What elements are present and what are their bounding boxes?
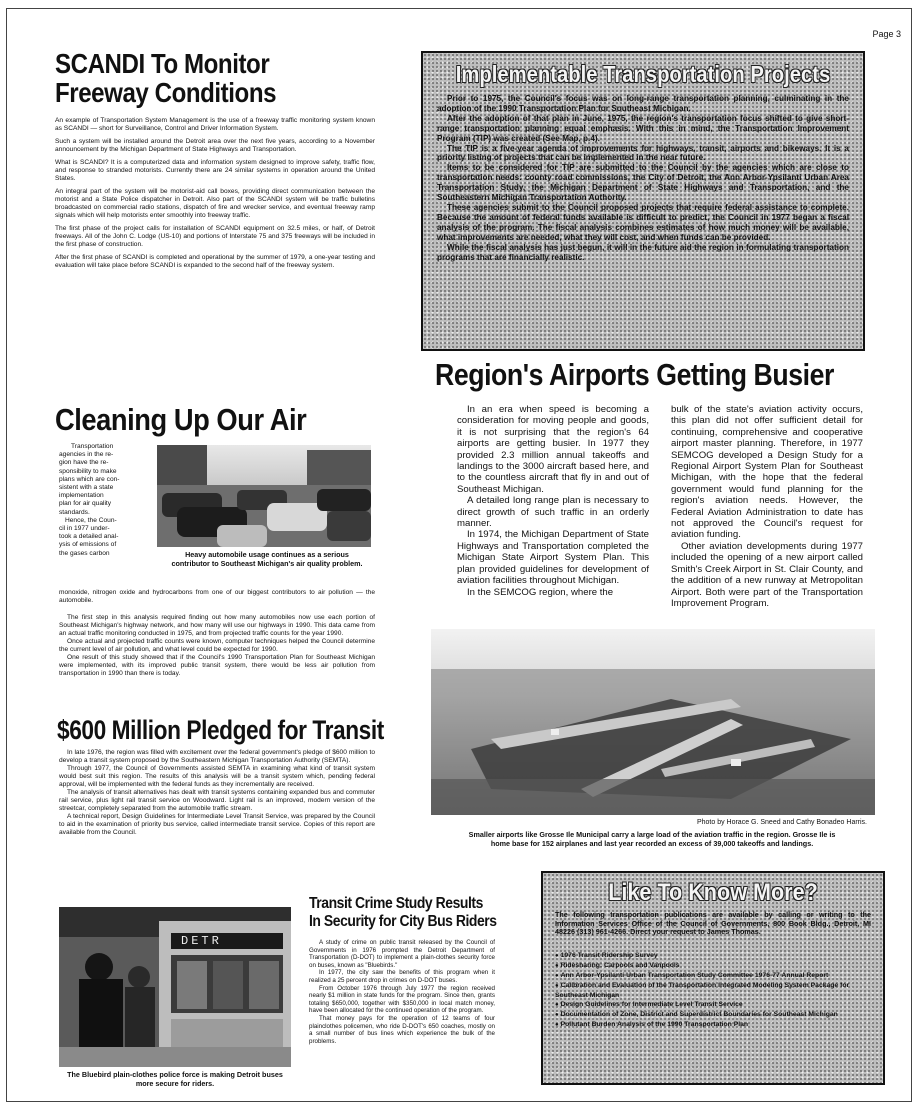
scandi-body — [55, 117, 375, 270]
scandi-headline-line1: SCANDI To Monitor — [55, 48, 270, 79]
airports-paragraph: A detailed long range plan is necessary to direct growth of such traffic in an orderly manner. — [457, 495, 649, 530]
projects-paragraph: Items to be considered for TIP are submitted to the Council by the agencies which are close to transportation needs: county road commissions, the City of Detroit, the Ann Arbor-Ypsilanti Urban Area Transportation Study, the Michigan Department of State Highways and Transportation, and the Southeastern Michigan Transportation Authority. — [437, 163, 849, 203]
airports-col2 — [671, 404, 863, 609]
air-intro-line: Transportation — [71, 443, 114, 450]
air-intro-line: ysis of emissions of — [59, 541, 117, 549]
airports-headline: Region's Airports Getting Busier — [435, 357, 834, 392]
crime-headline — [309, 895, 498, 931]
scandi-headline-line2: Freeway Conditions — [55, 77, 277, 108]
publication-item: ● Ridesharing: Carpools and Vanpools — [555, 961, 871, 971]
bus-photo-image — [59, 907, 291, 1067]
air-body — [59, 589, 375, 678]
publication-item: ● Ann Arbor-Ypsilanti Urban Transportation Study Committee 1976-77 Annual Report — [555, 971, 871, 981]
page-number: Page 3 — [872, 29, 901, 39]
airport-photo — [431, 629, 875, 815]
air-intro-line: plan for air quality — [59, 500, 112, 508]
air-intro-line: sponsibility to make — [59, 467, 117, 475]
crime-paragraph: That money pays for the operation of 12 teams of four plainclothes policemen, who ride D-DOT's 650 coaches, mostly on a small number of bus lines which experience the bulk of the problems. — [309, 1014, 495, 1045]
scandi-paragraph: Such a system will be installed around the Detroit area over the next five years, according to a November announcement by the Michigan Department of State Highways and Transportation. — [55, 138, 375, 153]
airport-photo-caption: Smaller airports like Grosse Ile Municipal carry a large load of the aviation traffic in the region. Grosse Ile is home base for 152 airplanes and last year recorded an excess of 39,000 takeoffs and landings. — [468, 830, 836, 848]
crime-headline-line2: In Security for City Bus Riders — [309, 913, 497, 930]
traffic-photo-image — [157, 445, 371, 547]
crime-paragraph: From October 1976 through July 1977 the region received nearly $1 million in state funds for the program. Since then, grants totaling $650,000, together with $350,000 in local match money, have been allocated for the continued operation of the program. — [309, 984, 495, 1015]
air-intro-line: implementation — [59, 492, 104, 500]
airport-photo-credit: Photo by Horace G. Sneed and Cathy Bonadeo Harris. — [696, 819, 867, 826]
transit-paragraph: In late 1976, the region was filled with excitement over the federal government's pledge of $600 million to develop a transit system proposed by the Southeastern Michigan Transportation Authority (SEMTA). — [59, 749, 375, 764]
publication-item: ● Documentation of Zone, District and Superdistrict Boundaries for Southeast Michigan — [555, 1010, 871, 1020]
crime-article — [309, 895, 495, 1045]
air-intro-line: standards. — [59, 508, 90, 516]
airports-col1 — [457, 404, 649, 598]
projects-headline: Implementable Transportation Projects — [455, 61, 831, 87]
air-intro-line: sistent with a state — [59, 484, 114, 492]
scandi-paragraph: An integral part of the system will be motorist-aid call boxes, providing direct communication between the motorist and a State Police dispatcher in Detroit. Also part of the SCANDI system will be traffic bulletins broadcasted on commercial radio stations, dispatch of fire and wrecker service, and eventual freeway ramp signals which will help motorists enter smoothly into freeway traffic. — [55, 188, 375, 219]
projects-paragraph: After the adoption of that plan in June, 1975, the region's transportation focus shifted to give short-range transportation planning equal emphasis. With this in mind, the Transportation Improvement Program (TIP) was created (See Map, p.4). — [437, 113, 849, 143]
publication-item: ● Calibration and Evaluation of the Transportation Integrated Modeling System Package for Southeast Michigan — [555, 981, 871, 1000]
air-intro-line: cil in 1977 under- — [59, 525, 110, 533]
scandi-headline — [55, 49, 375, 107]
projects-paragraph: Prior to 1975, the Council's focus was on long-range transportation planning, culminating in the adoption of the 1990 Transportation Plan for Southeast Michigan. — [437, 94, 849, 113]
transit-paragraph: A technical report, Design Guidelines for Intermediate Level Transit Service, was prepared by the Council to aid in the examination of priority bus service, called intermediate transit service. Copies of this report are available from the Council. — [59, 813, 375, 836]
bus-destination-sign: DETR — [181, 934, 222, 948]
air-paragraph: Once actual and projected traffic counts were known, computer techniques helped the Council determine the current level of air pollution, and what level could be expected for 1990. — [59, 638, 375, 653]
air-intro-line: plans which are con- — [59, 475, 120, 483]
scandi-paragraph: The first phase of the project calls for installation of SCANDI equipment on 32.5 miles, or half, of Detroit freeways. All of the John C. Lodge (US-10) and portions of Interstate 75 and 375 freeways will be included in the first phase of construction. — [55, 225, 375, 248]
publication-item: ● Design Guidelines for Intermediate Level Transit Service — [555, 1000, 871, 1010]
transit-headline: $600 Million Pledged for Transit — [57, 715, 384, 745]
air-headline: Cleaning Up Our Air — [55, 402, 307, 437]
air-intro-line: agencies in the re- — [59, 451, 114, 459]
airports-paragraph: In an era when speed is becoming a consideration for moving people and goods, it is not surprising that the region's 64 airports are getting busier. In 1977 they provided 2.3 million annual takeoffs and landings to the 3000 aircraft based here, and to the countless aircraft that fly in and out of Southeast Michigan. — [457, 404, 649, 495]
transit-paragraph: The analysis of transit alternatives has dealt with transit systems containing expanded bus and commuter rail service, plus light rail transit service on Woodward. Light rail is an improved, modern version of the streetcar, completely separated from the automobile traffic stream. — [59, 789, 375, 812]
crime-headline-line1: Transit Crime Study Results — [309, 895, 483, 912]
crime-paragraph: A study of crime on public transit released by the Council of Governments in 1976 prompted the Detroit Department of Transportation (D-DOT) to implement a plain-clothes security force on buses, known as "Bluebirds." — [309, 939, 495, 969]
air-intro-line: took a detailed anal- — [59, 533, 119, 541]
projects-body — [437, 94, 849, 262]
know-more-headline: Like To Know More? — [608, 879, 818, 906]
projects-paragraph: The TIP is a five-year agenda of improvements for highways, transit, airports and bikeways. It is a priority listing of projects that can be implemented in the near future. — [437, 143, 849, 163]
scandi-paragraph: After the first phase of SCANDI is completed and operational by the summer of 1979, a one-year testing and evaluation will take place before SCANDI is expanded to the second half of the freeway system. — [55, 254, 375, 269]
projects-paragraph: While the fiscal analysis has just begun, it will in the future aid the region in formulating transportation programs that are financially realistic. — [437, 242, 849, 262]
projects-paragraph: These agencies submit to the Council proposed projects that require federal assistance to complete. Because the amount of federal funds available is difficult to predict, the Council in 1977 began a fiscal analysis of the program. The fiscal analysis combines estimates of how much money will be available, what improvements are needed, what they will cost, and when funds can be provided. — [437, 202, 849, 242]
air-paragraph: The first step in this analysis required finding out how many automobiles now use each portion of Southeast Michigan's highway network, and how many will use our highways in 1990. This data came from an actual traffic monitoring conducted in 1975, and from projected traffic counts for the year 1990. — [59, 614, 375, 637]
know-more-intro: The following transportation publications are available by calling or writing to the Information Services Office of the Council of Governments, 800 Book Bldg., Detroit, MI 48226 (313) 961-4266. Direct your request to James Thomas. — [555, 910, 871, 937]
air-paragraph: One result of this study showed that if the Council's 1990 Transportation Plan for Southeast Michigan were implemented, with its improved public transit system, there would be less air pollution from transportation in 1990 than there is today. — [59, 654, 375, 677]
air-intro-line: gion have the re- — [59, 459, 109, 467]
publication-item: ● 1976 Transit Ridership Survey — [555, 951, 871, 961]
traffic-photo-caption: Heavy automobile usage continues as a serious contributor to Southeast Michigan's air quality problem. — [171, 550, 363, 568]
air-intro-line: Hence, the Coun- — [65, 516, 117, 524]
airport-photo-image — [431, 629, 875, 815]
crime-body — [309, 939, 495, 1045]
transit-body — [59, 749, 375, 837]
scandi-article — [55, 49, 375, 275]
publication-item: ● Pollutant Burden Analysis of the 1990 Transportation Plan — [555, 1020, 871, 1030]
airports-paragraph: bulk of the state's aviation activity occurs, this plan did not offer sufficient detail for continuing, comprehensive and cooperative airport master planning. Therefore, in 1977 SEMCOG developed a Design Study for a Regional Airport System Plan for Southeast Michigan, with the hope that the federal government would fund planning for the region's aviation needs. However, the Federal Aviation Administration to date has not approved the Council's request for aviation funding. — [671, 404, 863, 541]
transit-paragraph: Through 1977, the Council of Governments assisted SEMTA in examining what kind of transit system would best suit this region. The results of this analysis will be a transit system which, pending federal approval, will be implemented with the federal funds as they incrementally are received. — [59, 765, 375, 788]
air-intro-line: the gases carbon — [59, 549, 110, 557]
bus-photo-caption: The Bluebird plain-clothes police force is making Detroit buses more secure for riders. — [67, 1070, 283, 1088]
air-intro-column — [59, 443, 151, 558]
know-more-list — [555, 951, 871, 1030]
traffic-photo — [157, 445, 371, 547]
scandi-paragraph: What is SCANDI? It is a computerized data and information system designed to improve safety, traffic flow, and response to stranded motorists. Currently there are 24 similar systems in operation around the United States. — [55, 159, 375, 182]
projects-box — [421, 51, 865, 351]
airports-paragraph: In the SEMCOG region, where the — [467, 586, 614, 598]
bus-photo — [59, 907, 291, 1067]
airports-paragraph: In 1974, the Michigan Department of State Highways and Transportation completed the Michigan State Airport System Plan. This plan provided guidelines for development of aviation facilities throughout Michigan. — [457, 529, 649, 587]
airports-paragraph: Other aviation developments during 1977 included the opening of a new airport called Smith's Creek Airport in St. Clair County, and the addition of a new runway at Metropolitan Airport. Both were part of the Transportation Improvement Program. — [671, 540, 863, 609]
newsletter-page — [6, 8, 912, 1102]
know-more-box — [541, 871, 885, 1085]
scandi-paragraph: An example of Transportation System Management is the use of a freeway traffic monitoring system known as SCANDI — short for Surveillance, Control and Driver Information System. — [55, 117, 375, 132]
air-intro-tail: monoxide, nitrogen oxide and hydrocarbons from one of our biggest contributors to air pollution — the automobile. — [59, 589, 375, 604]
crime-paragraph: In 1977, the city saw the benefits of this program when it realized a 25 percent drop in crimes on D-DOT buses. — [309, 969, 495, 984]
